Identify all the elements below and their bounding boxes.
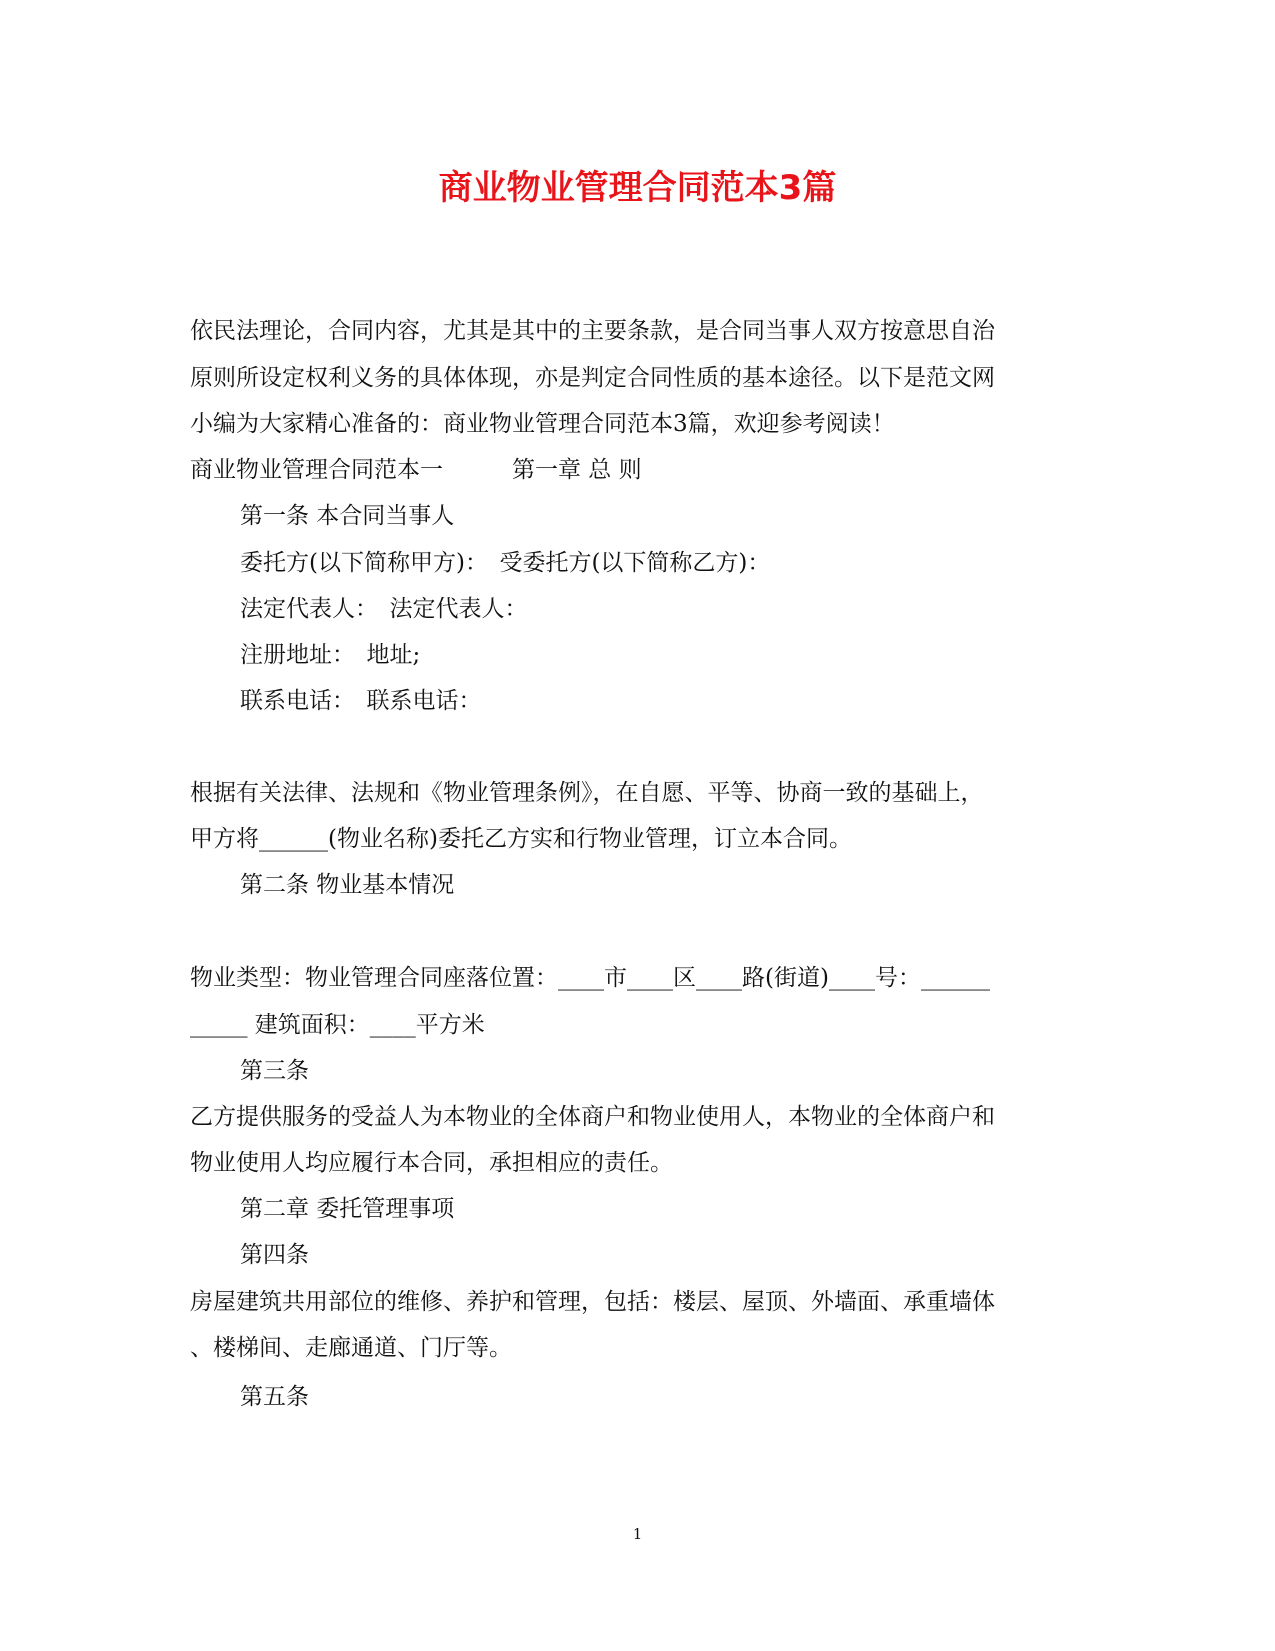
article-1-heading: 第一条 本合同当事人 [240,503,455,529]
property-info-line-1: 物业类型：物业管理合同座落位置：____市____区____路(街道)____号：______ [190,965,990,991]
intro-line-2: 原则所设定权利义务的具体体现，亦是判定合同性质的基本途径。以下是范文网 [190,365,995,391]
intro-line-3: 小编为大家精心准备的：商业物业管理合同范本3篇，欢迎参考阅读！ [190,411,895,437]
article-5-heading: 第五条 [240,1384,309,1410]
beneficiary-line-1: 乙方提供服务的受益人为本物业的全体商户和物业使用人，本物业的全体商户和 [190,1104,995,1130]
beneficiary-line-2: 物业使用人均应履行本合同，承担相应的责任。 [190,1150,673,1176]
party-names-line: 委托方(以下简称甲方)： 受委托方(以下简称乙方)： [240,550,771,576]
page-number: 1 [632,1525,643,1543]
maintenance-line-1: 房屋建筑共用部位的维修、养护和管理，包括：楼层、屋顶、外墙面、承重墙体 [190,1289,995,1315]
phone-line: 联系电话： 联系电话： [240,688,482,714]
property-info-line-2: _____ 建筑面积：____平方米 [190,1012,485,1038]
intro-line-1: 依民法理论，合同内容，尤其是其中的主要条款，是合同当事人双方按意思自治 [190,318,995,344]
basis-line-1: 根据有关法律、法规和《物业管理条例》，在自愿、平等、协商一致的基础上， [190,780,984,806]
address-line: 注册地址： 地址; [240,642,421,668]
article-4-heading: 第四条 [240,1242,309,1268]
article-3-heading: 第三条 [240,1058,309,1084]
document-title: 商业物业管理合同范本3篇 [438,168,837,208]
article-2-heading: 第二条 物业基本情况 [240,872,455,898]
chapter-2-heading: 第二章 委托管理事项 [240,1196,455,1222]
legal-rep-line: 法定代表人： 法定代表人： [240,596,528,622]
contract-heading: 商业物业管理合同范本一 第一章 总 则 [190,457,642,483]
maintenance-line-2: 、楼梯间、走廊通道、门厅等。 [190,1335,512,1361]
basis-line-2: 甲方将______(物业名称)委托乙方实和行物业管理，订立本合同。 [190,826,852,852]
